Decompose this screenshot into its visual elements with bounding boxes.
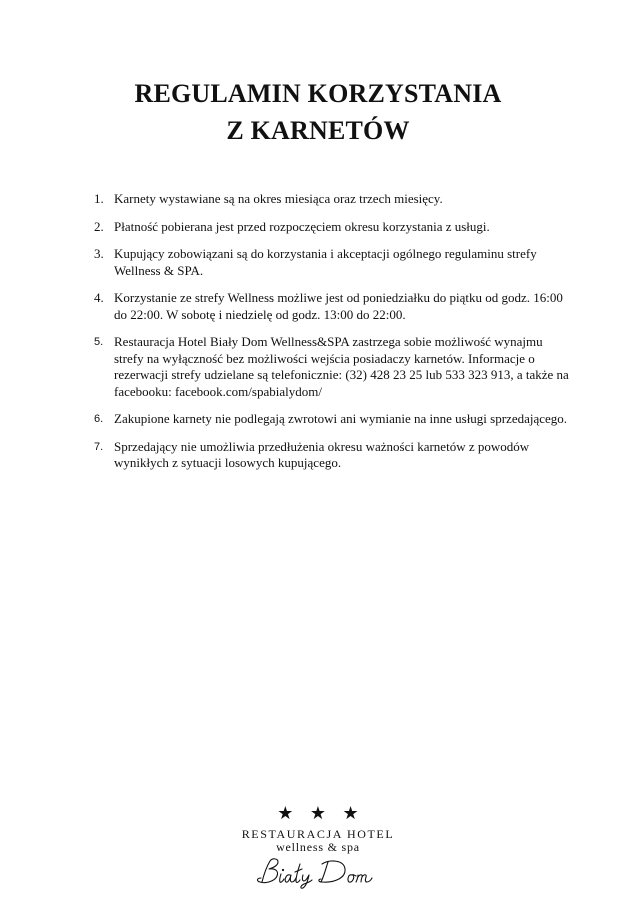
logo-wellness-spa-text: wellness & spa	[276, 840, 360, 854]
list-item-number: 5.	[94, 336, 104, 348]
list-item-text: Kupujący zobowiązani są do korzystania i akceptacji ogólnego regulaminu strefy Wellness & SPA.	[114, 246, 537, 278]
stars-icon: ★ ★ ★	[277, 803, 365, 823]
logo-signature-image	[248, 856, 388, 890]
title-line-2: Z KARNETÓW	[226, 116, 410, 145]
list-item	[94, 411, 574, 428]
rules-list	[94, 191, 574, 483]
hotel-logo	[0, 803, 636, 890]
list-item-number: 3.	[94, 246, 104, 261]
list-item	[94, 219, 574, 236]
list-item-number: 4.	[94, 290, 104, 305]
list-item-text: Płatność pobierana jest przed rozpoczęciem okresu korzystania z usługi.	[114, 218, 490, 234]
list-item	[94, 246, 574, 279]
list-item-number: 2.	[94, 218, 104, 234]
list-item	[94, 439, 574, 472]
list-item-text: Zakupione karnety nie podlegają zwrotowi ani wymianie na inne usługi sprzedającego.	[114, 411, 568, 426]
list-item	[94, 290, 574, 323]
list-item-text: Sprzedający nie umożliwia przedłużenia okresu ważności karnetów z powodów wynikłych z sytuacji losowych kupującego.	[114, 438, 530, 470]
title-line-1: REGULAMIN KORZYSTANIA	[134, 79, 502, 108]
list-item-number: 7.	[94, 440, 104, 453]
list-item-number: 1.	[94, 191, 104, 206]
list-item-text: Restauracja Hotel Biały Dom Wellness&SPA zastrzega sobie możliwość wynajmu strefy na wyłączność bez możliwości wejścia posiadaczy karnetów. Informacje o rezerwacji strefy udzielane są telefonicznie: (32) 428 23 25 lub 533 323 913, a także na facebooku: facebook.com/spabialydom/	[114, 334, 569, 399]
list-item-text: Korzystanie ze strefy Wellness możliwe jest od poniedziałku do piątku od godz. 16:00 do 22:00. W sobotę i niedzielę od godz. 13:00 do 22:00.	[114, 290, 563, 322]
list-item	[94, 191, 574, 208]
page-title	[0, 75, 636, 149]
list-item	[94, 334, 574, 400]
logo-restaurant-hotel-text: RESTAURACJA HOTEL	[241, 827, 395, 841]
list-item-number: 6.	[94, 413, 104, 425]
list-item-text: Karnety wystawiane są na okres miesiąca oraz trzech miesięcy.	[114, 191, 443, 206]
